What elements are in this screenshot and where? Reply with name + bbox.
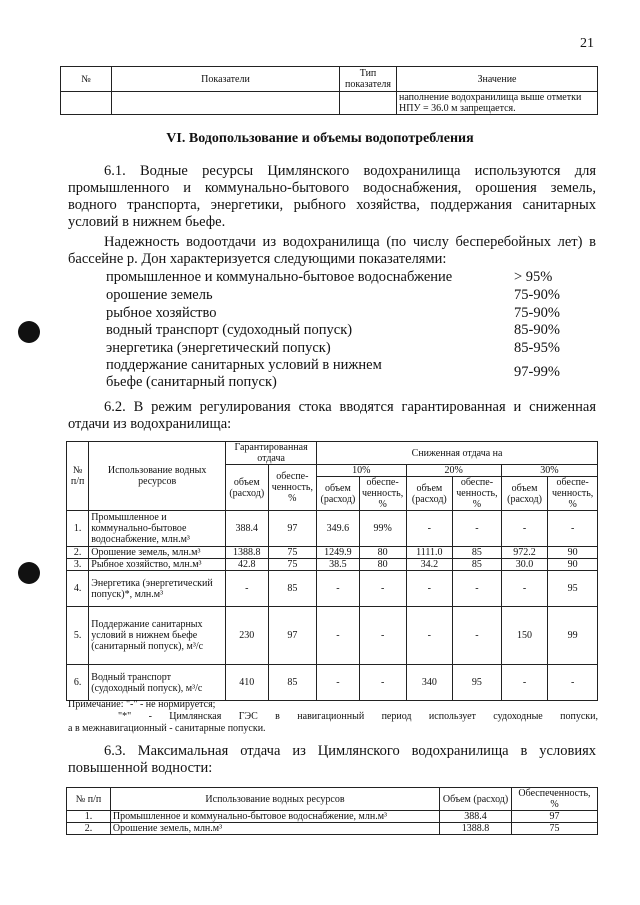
cell: 97 [268,511,317,547]
row-name: Орошение земель, млн.м³ [110,823,439,835]
cell: 85 [268,571,317,607]
cell: 95 [453,665,502,701]
cell: 34.2 [406,559,453,571]
cell: - [453,511,502,547]
reliability-label: промышленное и коммунально-бытовое водоснабжение [106,269,453,285]
col-header-volume: объем (расход) [226,465,269,511]
note-line: "*" - Цимлянская ГЭС в навигационный период использует судоходные попуски, [118,711,598,722]
cell: 388.4 [226,511,269,547]
row-no: 4. [67,571,89,607]
regulation-table [66,441,598,701]
paragraph-6-2: 6.2. В режим регулирования стока вводятся гарантированная и сниженная отдачи из водохранилища: [68,399,596,432]
cell: 75 [268,559,317,571]
col-header-10: 10% [317,465,406,477]
cell: 90 [548,559,598,571]
table-row [67,823,598,835]
cell: 1388.8 [440,823,512,835]
col-header-reduced: Сниженная отдача на [317,442,598,465]
cell: 85 [453,559,502,571]
row-no: 5. [67,607,89,665]
reliability-value: 75-90% [514,287,560,303]
cell: - [359,665,406,701]
binder-hole [18,321,40,343]
cell: 85 [268,665,317,701]
cell: - [501,511,548,547]
cell: - [226,571,269,607]
row-name: Энергетика (энергетический попуск)*, млн.м³ [89,571,226,607]
col-header-security: обеспе-ченность, % [453,477,502,511]
col-header-volume: объем (расход) [317,477,360,511]
cell: - [359,607,406,665]
cell: 97 [512,811,598,823]
col-header-security: обеспе-ченность, % [548,477,598,511]
cell: 230 [226,607,269,665]
reliability-value: 97-99% [514,364,560,380]
reliability-label: энергетика (энергетический попуск) [106,340,331,356]
cell: 1111.0 [406,547,453,559]
cell: - [501,571,548,607]
cell: 42.8 [226,559,269,571]
col-header-no: № п/п [67,788,111,811]
col-header-30: 30% [501,465,597,477]
col-header-no: № п/п [67,442,89,511]
row-name: Рыбное хозяйство, млн.м³ [89,559,226,571]
cell: 30.0 [501,559,548,571]
cell: 95 [548,571,598,607]
cell: 972.2 [501,547,548,559]
row-name: Промышленное и коммунально-бытовое водоснабжение, млн.м³ [89,511,226,547]
row-name: Орошение земель, млн.м³ [89,547,226,559]
row-no: 2. [67,547,89,559]
cell: 150 [501,607,548,665]
reliability-value: > 95% [514,269,553,285]
binder-hole [18,562,40,584]
col-header-security: обеспе-ченность, % [268,465,317,511]
cell: 349.6 [317,511,360,547]
col-header-value: Значение [397,67,598,92]
table-row [67,607,598,665]
col-header-volume: объем (расход) [501,477,548,511]
col-header-20: 20% [406,465,501,477]
row-no: 2. [67,823,111,835]
col-header-use: Использование водных ресурсов [110,788,439,811]
reliability-label: рыбное хозяйство [106,305,217,321]
cell: 410 [226,665,269,701]
cell: 75 [268,547,317,559]
max-release-table [66,787,598,835]
row-name: Водный транспорт (судоходный попуск), м³/с [89,665,226,701]
col-header-no: № [61,67,112,92]
reliability-value: 75-90% [514,305,560,321]
paragraph-6-3: 6.3. Максимальная отдача из Цимлянского водохранилища в условиях повышенной водности: [68,743,596,776]
cell: - [453,571,502,607]
col-header-security: Обеспеченность, % [512,788,598,811]
reliability-value: 85-90% [514,322,560,338]
cell: 90 [548,547,598,559]
col-header-use: Использование водных ресурсов [89,442,226,511]
cell: 80 [359,559,406,571]
cell: 75 [512,823,598,835]
cell: 340 [406,665,453,701]
row-no: 1. [67,511,89,547]
cell: - [317,607,360,665]
table-row [67,511,598,547]
value-cell: наполнение водохранилища выше отметки НПУ = 36.0 м запрещается. [397,92,598,115]
cell: 388.4 [440,811,512,823]
table-row [67,811,598,823]
reliability-label: водный транспорт (судоходный попуск) [106,322,353,338]
cell: - [406,511,453,547]
section-title: VI. Водопользование и объемы водопотребления [166,131,474,146]
cell: 97 [268,607,317,665]
table-row [67,665,598,701]
col-header-volume: Объем (расход) [440,788,512,811]
reliability-value: 85-95% [514,340,560,356]
row-no: 1. [67,811,111,823]
reliability-label: поддержание санитарных условий в нижнем бьефе (санитарный попуск) [106,357,382,390]
note-line: Примечание: "-" - не нормируется; [68,699,216,710]
cell: - [406,607,453,665]
cell: - [453,607,502,665]
cell: 38.5 [317,559,360,571]
cell: - [406,571,453,607]
reliability-label: орошение земель [106,287,213,303]
cell: - [359,571,406,607]
cell: - [548,665,598,701]
paragraph-reliability: Надежность водоотдачи из водохранилища (по числу бесперебойных лет) в бассейне р. Дон характеризуется следующими показателями: [68,234,596,267]
table-row [67,571,598,607]
cell: - [548,511,598,547]
row-name: Промышленное и коммунально-бытовое водоснабжение, млн.м³ [110,811,439,823]
cell: - [317,571,360,607]
cell: 1388.8 [226,547,269,559]
cell: - [317,665,360,701]
paragraph-6-1: 6.1. Водные ресурсы Цимлянского водохранилища используются для промышленного и коммунально-бытового водоснабжения, орошения земель, водного транспорта, энергетики, рыбного хозяйства, поддержания санитарных условий в нижнем бьефе. [68,163,596,230]
col-header-guaranteed: Гарантированная отдача [226,442,317,465]
row-no: 3. [67,559,89,571]
table-row [67,559,598,571]
note-line: а в межнавигационный - санитарные попуски. [68,723,266,734]
row-name: Поддержание санитарных условий в нижнем бьефе (санитарный попуск), м³/с [89,607,226,665]
cell: 80 [359,547,406,559]
cell: 85 [453,547,502,559]
indicators-table [60,66,598,115]
cell: 1249.9 [317,547,360,559]
cell: - [501,665,548,701]
col-header-indicators: Показатели [112,67,340,92]
col-header-volume: объем (расход) [406,477,453,511]
page-number: 21 [580,36,594,51]
cell: 99% [359,511,406,547]
table-row [67,547,598,559]
col-header-type: Тип показателя [340,67,397,92]
col-header-security: обеспе-ченность, % [359,477,406,511]
row-no: 6. [67,665,89,701]
cell: 99 [548,607,598,665]
